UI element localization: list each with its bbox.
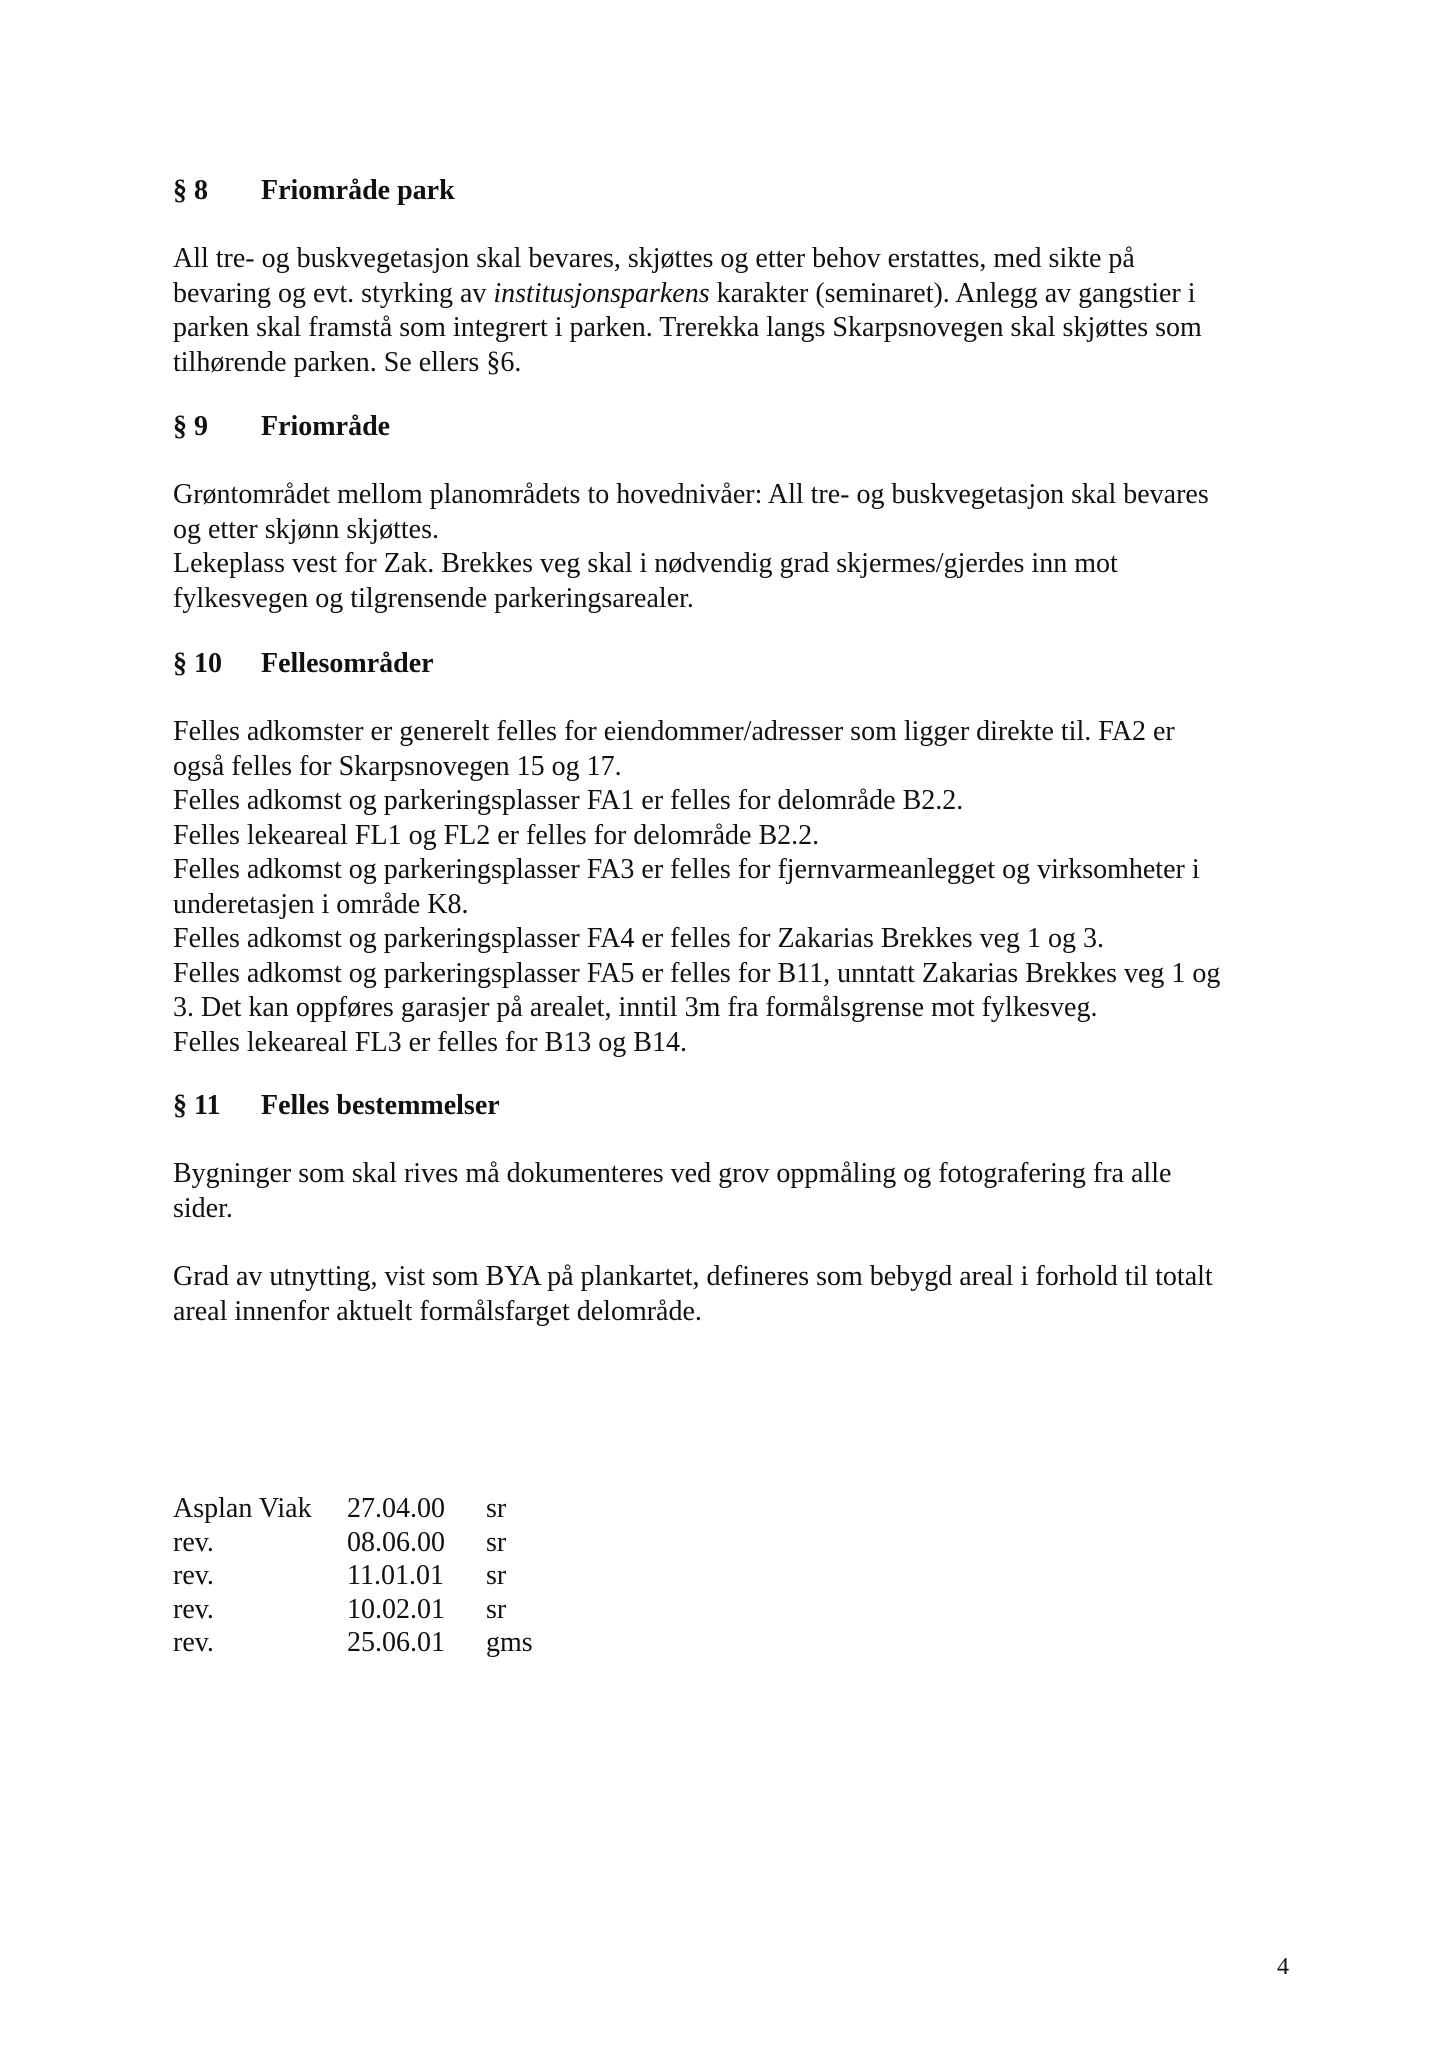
text-line: Felles adkomst og parkeringsplasser FA1 er felles for delområde B2.2. xyxy=(173,785,964,816)
text-line: tilhørende parken. Se ellers §6. xyxy=(173,346,522,378)
revision-row xyxy=(173,1559,533,1593)
section-number: § 8 xyxy=(173,175,208,206)
text-line: Felles lekeareal FL3 er felles for B13 og B14. xyxy=(173,1026,687,1058)
revision-row xyxy=(173,1593,533,1627)
text-line: areal innenfor aktuelt formålsfarget delområde. xyxy=(173,1295,702,1327)
revision-date: 10.02.01 xyxy=(347,1593,445,1625)
revision-date: 08.06.00 xyxy=(347,1526,445,1558)
section-11 xyxy=(173,1089,1313,1329)
text-run: karakter (seminaret). Anlegg av gangstier i xyxy=(709,277,1196,309)
text-line: også felles for Skarpsnovegen 15 og 17. xyxy=(173,750,622,782)
revision-date: 11.01.01 xyxy=(347,1560,444,1591)
text-line xyxy=(173,277,1313,312)
section-title: Friområde xyxy=(261,411,391,442)
section-heading xyxy=(173,174,1313,208)
page-number: 4 xyxy=(1277,1954,1289,1980)
text-line: sider. xyxy=(173,1192,233,1224)
section-paragraph xyxy=(173,1157,1313,1226)
revision-row xyxy=(173,1526,533,1560)
section-paragraph xyxy=(173,242,1313,380)
text-line: Grad av utnytting, vist som BYA på plankartet, defineres som bebygd areal i forhold til totalt xyxy=(173,1261,1213,1292)
section-paragraph xyxy=(173,1260,1313,1329)
revision-label: rev. xyxy=(173,1526,214,1558)
revision-initials: sr xyxy=(486,1526,507,1558)
text-line: Felles adkomst og parkeringsplasser FA5 er felles for B11, unntatt Zakarias Brekkes veg 1 og xyxy=(173,957,1221,989)
section-heading xyxy=(173,410,1313,444)
text-line: Felles adkomst og parkeringsplasser FA3 er felles for fjernvarmeanlegget og virksomheter i xyxy=(173,854,1200,885)
section-9 xyxy=(173,410,1313,616)
section-number: § 10 xyxy=(173,648,222,679)
section-title: Fellesområder xyxy=(261,648,434,679)
section-title: Friområde park xyxy=(261,175,455,206)
revision-initials: sr xyxy=(486,1593,507,1625)
italic-term: institusjonsparkens xyxy=(493,277,710,309)
text-line: underetasjen i område K8. xyxy=(173,888,469,920)
text-line: 3. Det kan oppføres garasjer på arealet, inntil 3m fra formålsgrense mot fylkesveg. xyxy=(173,992,1098,1023)
text-line: Grøntområdet mellom planområdets to hovednivåer: All tre- og buskvegetasjon skal bevares xyxy=(173,479,1209,510)
section-paragraph xyxy=(173,715,1313,1060)
revision-initials: gms xyxy=(486,1627,533,1658)
revision-label: rev. xyxy=(173,1627,214,1658)
text-line: Lekeplass vest for Zak. Brekkes veg skal i nødvendig grad skjermes/gjerdes inn mot xyxy=(173,548,1118,579)
revision-date: 25.06.01 xyxy=(347,1627,445,1658)
revision-row xyxy=(173,1492,533,1526)
revision-label: Asplan Viak xyxy=(173,1493,312,1524)
text-line: Felles lekeareal FL1 og FL2 er felles for delområde B2.2. xyxy=(173,819,820,851)
section-10 xyxy=(173,647,1313,1060)
text-line: parken skal framstå som integrert i parken. Trerekka langs Skarpsnovegen skal skjøttes som xyxy=(173,312,1202,343)
revision-label: rev. xyxy=(173,1560,214,1591)
section-heading xyxy=(173,647,1313,681)
section-8 xyxy=(173,174,1313,380)
text-line: Felles adkomst og parkeringsplasser FA4 er felles for Zakarias Brekkes veg 1 og 3. xyxy=(173,923,1105,954)
section-title: Felles bestemmelser xyxy=(261,1090,500,1121)
text-line: og etter skjønn skjøttes. xyxy=(173,513,439,545)
section-heading xyxy=(173,1089,1313,1123)
text-line: Bygninger som skal rives må dokumenteres ved grov oppmåling og fotografering fra alle xyxy=(173,1158,1172,1189)
section-number: § 11 xyxy=(173,1090,221,1121)
revision-date: 27.04.00 xyxy=(347,1493,445,1524)
text-line: fylkesvegen og tilgrensende parkeringsarealer. xyxy=(173,582,694,614)
section-number: § 9 xyxy=(173,411,208,442)
text-line: Felles adkomster er generelt felles for eiendommer/adresser som ligger direkte til. FA2 er xyxy=(173,716,1175,747)
revision-initials: sr xyxy=(486,1560,507,1591)
revision-label: rev. xyxy=(173,1593,214,1625)
revision-table xyxy=(173,1492,533,1660)
text-line: All tre- og buskvegetasjon skal bevares, skjøttes og etter behov erstattes, med sikte på xyxy=(173,243,1135,274)
text-run: bevaring og evt. styrking av xyxy=(173,277,494,309)
revision-row xyxy=(173,1626,533,1660)
revision-initials: sr xyxy=(486,1493,507,1524)
section-paragraph xyxy=(173,478,1313,616)
